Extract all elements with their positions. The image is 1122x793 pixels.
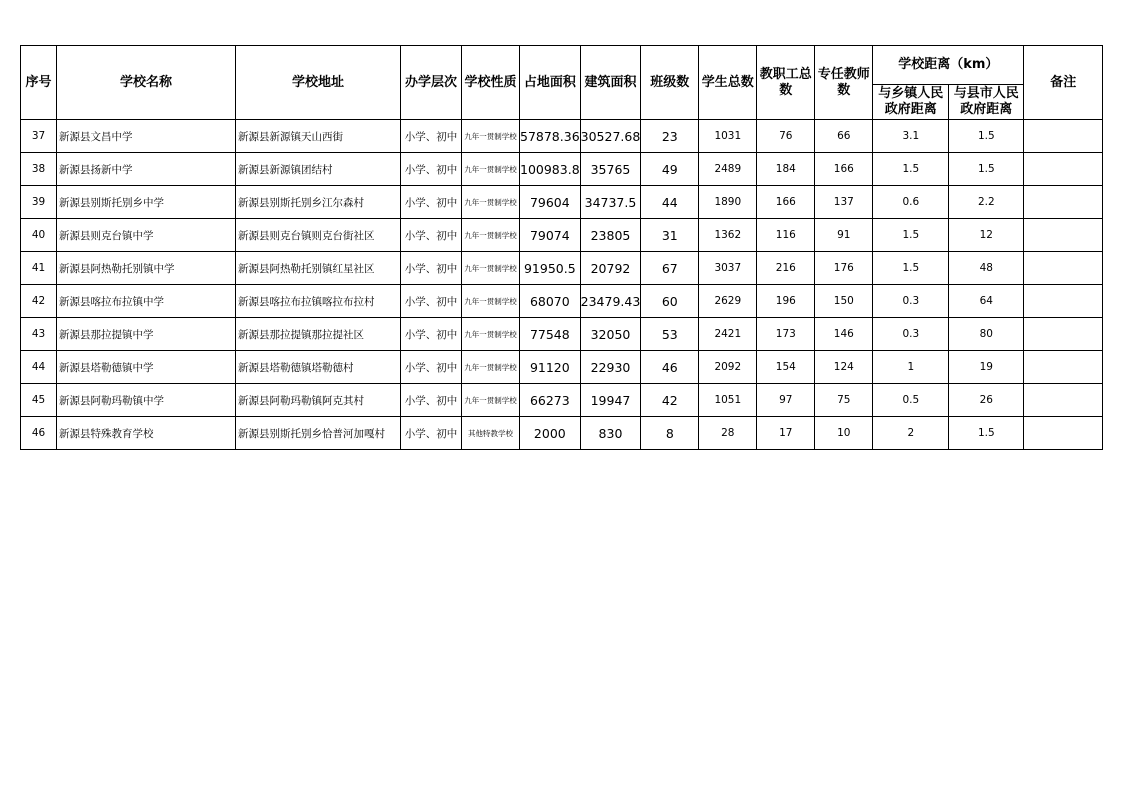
- cell-nature: 九年一贯制学校: [462, 252, 520, 285]
- table-row: [21, 120, 1103, 153]
- header-dist-town: 与乡镇人民政府距离: [873, 85, 949, 120]
- cell-teachers: 91: [815, 219, 873, 252]
- cell-staff: 154: [757, 351, 815, 384]
- cell-seq: 46: [21, 417, 57, 450]
- cell-students: 1051: [699, 384, 757, 417]
- cell-school-address: 新源县喀拉布拉镇喀拉布拉村: [236, 285, 401, 318]
- cell-nature: 九年一贯制学校: [462, 219, 520, 252]
- cell-classes: 31: [641, 219, 699, 252]
- cell-teachers: 10: [815, 417, 873, 450]
- cell-dist-county: 26: [949, 384, 1024, 417]
- cell-classes: 8: [641, 417, 699, 450]
- cell-dist-town: 0.3: [873, 285, 949, 318]
- table-row: [21, 384, 1103, 417]
- header-nature: 学校性质: [462, 46, 520, 120]
- cell-school-address: 新源县新源镇团结村: [236, 153, 401, 186]
- cell-teachers: 150: [815, 285, 873, 318]
- cell-school-address: 新源县阿热勒托别镇红星社区: [236, 252, 401, 285]
- cell-level: 小学、初中: [401, 384, 462, 417]
- cell-staff: 216: [757, 252, 815, 285]
- cell-school-name: 新源县别斯托别乡中学: [57, 186, 236, 219]
- cell-staff: 116: [757, 219, 815, 252]
- cell-dist-town: 3.1: [873, 120, 949, 153]
- table-row: [21, 417, 1103, 450]
- cell-dist-county: 1.5: [949, 153, 1024, 186]
- header-building-area: 建筑面积: [580, 46, 641, 120]
- cell-seq: 37: [21, 120, 57, 153]
- cell-level: 小学、初中: [401, 285, 462, 318]
- header-students: 学生总数: [699, 46, 757, 120]
- cell-nature: 九年一贯制学校: [462, 120, 520, 153]
- cell-building-area: 35765: [580, 153, 641, 186]
- cell-school-name: 新源县特殊教育学校: [57, 417, 236, 450]
- cell-classes: 67: [641, 252, 699, 285]
- cell-dist-county: 12: [949, 219, 1024, 252]
- cell-classes: 23: [641, 120, 699, 153]
- table-row: [21, 252, 1103, 285]
- cell-building-area: 19947: [580, 384, 641, 417]
- cell-building-area: 34737.5: [580, 186, 641, 219]
- cell-students: 28: [699, 417, 757, 450]
- cell-teachers: 176: [815, 252, 873, 285]
- cell-land-area: 91950.5: [520, 252, 581, 285]
- cell-students: 1890: [699, 186, 757, 219]
- cell-dist-town: 0.6: [873, 186, 949, 219]
- cell-seq: 45: [21, 384, 57, 417]
- cell-seq: 42: [21, 285, 57, 318]
- header-dist-county: 与县市人民政府距离: [949, 85, 1024, 120]
- cell-school-address: 新源县别斯托别乡恰普河加嘎村: [236, 417, 401, 450]
- table-row: [21, 186, 1103, 219]
- cell-school-name: 新源县则克台镇中学: [57, 219, 236, 252]
- cell-seq: 40: [21, 219, 57, 252]
- cell-remarks: [1024, 252, 1103, 285]
- cell-school-address: 新源县阿勒玛勒镇阿克其村: [236, 384, 401, 417]
- cell-school-name: 新源县扬新中学: [57, 153, 236, 186]
- cell-school-name: 新源县阿热勒托别镇中学: [57, 252, 236, 285]
- cell-staff: 76: [757, 120, 815, 153]
- cell-dist-county: 1.5: [949, 417, 1024, 450]
- cell-classes: 53: [641, 318, 699, 351]
- cell-school-name: 新源县阿勒玛勒镇中学: [57, 384, 236, 417]
- table-row: [21, 285, 1103, 318]
- cell-dist-town: 2: [873, 417, 949, 450]
- table-row: [21, 318, 1103, 351]
- cell-building-area: 830: [580, 417, 641, 450]
- cell-dist-town: 1: [873, 351, 949, 384]
- cell-school-address: 新源县则克台镇则克台街社区: [236, 219, 401, 252]
- cell-staff: 173: [757, 318, 815, 351]
- cell-seq: 43: [21, 318, 57, 351]
- cell-remarks: [1024, 219, 1103, 252]
- cell-level: 小学、初中: [401, 351, 462, 384]
- cell-seq: 38: [21, 153, 57, 186]
- cell-building-area: 30527.68: [580, 120, 641, 153]
- cell-dist-town: 0.5: [873, 384, 949, 417]
- cell-dist-county: 19: [949, 351, 1024, 384]
- cell-school-address: 新源县塔勒德镇塔勒德村: [236, 351, 401, 384]
- header-level: 办学层次: [401, 46, 462, 120]
- cell-remarks: [1024, 417, 1103, 450]
- cell-level: 小学、初中: [401, 219, 462, 252]
- cell-seq: 39: [21, 186, 57, 219]
- cell-nature: 九年一贯制学校: [462, 153, 520, 186]
- cell-dist-county: 80: [949, 318, 1024, 351]
- cell-teachers: 146: [815, 318, 873, 351]
- cell-land-area: 79604: [520, 186, 581, 219]
- cell-staff: 196: [757, 285, 815, 318]
- cell-students: 1031: [699, 120, 757, 153]
- cell-dist-county: 2.2: [949, 186, 1024, 219]
- cell-dist-town: 0.3: [873, 318, 949, 351]
- cell-land-area: 79074: [520, 219, 581, 252]
- cell-classes: 49: [641, 153, 699, 186]
- cell-remarks: [1024, 153, 1103, 186]
- cell-level: 小学、初中: [401, 153, 462, 186]
- cell-nature: 九年一贯制学校: [462, 285, 520, 318]
- cell-classes: 60: [641, 285, 699, 318]
- cell-nature: 九年一贯制学校: [462, 186, 520, 219]
- cell-level: 小学、初中: [401, 417, 462, 450]
- cell-seq: 41: [21, 252, 57, 285]
- cell-remarks: [1024, 186, 1103, 219]
- cell-school-address: 新源县新源镇天山西街: [236, 120, 401, 153]
- cell-land-area: 68070: [520, 285, 581, 318]
- header-land-area: 占地面积: [520, 46, 581, 120]
- table-row: [21, 153, 1103, 186]
- cell-building-area: 32050: [580, 318, 641, 351]
- cell-building-area: 22930: [580, 351, 641, 384]
- cell-staff: 97: [757, 384, 815, 417]
- cell-nature: 九年一贯制学校: [462, 318, 520, 351]
- cell-land-area: 57878.36: [520, 120, 581, 153]
- cell-land-area: 91120: [520, 351, 581, 384]
- cell-level: 小学、初中: [401, 252, 462, 285]
- cell-teachers: 166: [815, 153, 873, 186]
- cell-dist-county: 48: [949, 252, 1024, 285]
- cell-remarks: [1024, 318, 1103, 351]
- table-row: [21, 351, 1103, 384]
- cell-building-area: 23805: [580, 219, 641, 252]
- table-row: [21, 219, 1103, 252]
- cell-nature: 其他特教学校: [462, 417, 520, 450]
- cell-teachers: 66: [815, 120, 873, 153]
- cell-nature: 九年一贯制学校: [462, 384, 520, 417]
- cell-students: 2629: [699, 285, 757, 318]
- cell-school-name: 新源县喀拉布拉镇中学: [57, 285, 236, 318]
- cell-teachers: 137: [815, 186, 873, 219]
- table-body: [21, 120, 1103, 450]
- cell-school-name: 新源县塔勒德镇中学: [57, 351, 236, 384]
- cell-dist-town: 1.5: [873, 219, 949, 252]
- cell-dist-county: 1.5: [949, 120, 1024, 153]
- cell-classes: 42: [641, 384, 699, 417]
- cell-land-area: 66273: [520, 384, 581, 417]
- cell-staff: 166: [757, 186, 815, 219]
- header-remarks: 备注: [1024, 46, 1103, 120]
- header-classes: 班级数: [641, 46, 699, 120]
- cell-classes: 44: [641, 186, 699, 219]
- cell-seq: 44: [21, 351, 57, 384]
- cell-school-name: 新源县文昌中学: [57, 120, 236, 153]
- cell-dist-county: 64: [949, 285, 1024, 318]
- cell-staff: 17: [757, 417, 815, 450]
- cell-classes: 46: [641, 351, 699, 384]
- header-row: [21, 46, 1103, 85]
- header-seq: 序号: [21, 46, 57, 120]
- cell-students: 2092: [699, 351, 757, 384]
- header-staff: 教职工总数: [757, 46, 815, 120]
- cell-students: 3037: [699, 252, 757, 285]
- cell-level: 小学、初中: [401, 186, 462, 219]
- cell-students: 2421: [699, 318, 757, 351]
- cell-school-address: 新源县别斯托别乡江尔森村: [236, 186, 401, 219]
- cell-students: 1362: [699, 219, 757, 252]
- cell-nature: 九年一贯制学校: [462, 351, 520, 384]
- cell-school-name: 新源县那拉提镇中学: [57, 318, 236, 351]
- cell-remarks: [1024, 351, 1103, 384]
- cell-remarks: [1024, 384, 1103, 417]
- cell-students: 2489: [699, 153, 757, 186]
- cell-land-area: 2000: [520, 417, 581, 450]
- cell-school-address: 新源县那拉提镇那拉提社区: [236, 318, 401, 351]
- cell-dist-town: 1.5: [873, 252, 949, 285]
- cell-land-area: 100983.8: [520, 153, 581, 186]
- cell-building-area: 20792: [580, 252, 641, 285]
- cell-remarks: [1024, 120, 1103, 153]
- cell-land-area: 77548: [520, 318, 581, 351]
- header-school-name: 学校名称: [57, 46, 236, 120]
- cell-level: 小学、初中: [401, 318, 462, 351]
- cell-staff: 184: [757, 153, 815, 186]
- cell-building-area: 23479.43: [580, 285, 641, 318]
- cell-dist-town: 1.5: [873, 153, 949, 186]
- schools-table: [20, 45, 1103, 450]
- cell-teachers: 124: [815, 351, 873, 384]
- header-distance: 学校距离（km）: [873, 46, 1024, 85]
- header-teachers: 专任教师数: [815, 46, 873, 120]
- cell-teachers: 75: [815, 384, 873, 417]
- cell-level: 小学、初中: [401, 120, 462, 153]
- header-school-address: 学校地址: [236, 46, 401, 120]
- cell-remarks: [1024, 285, 1103, 318]
